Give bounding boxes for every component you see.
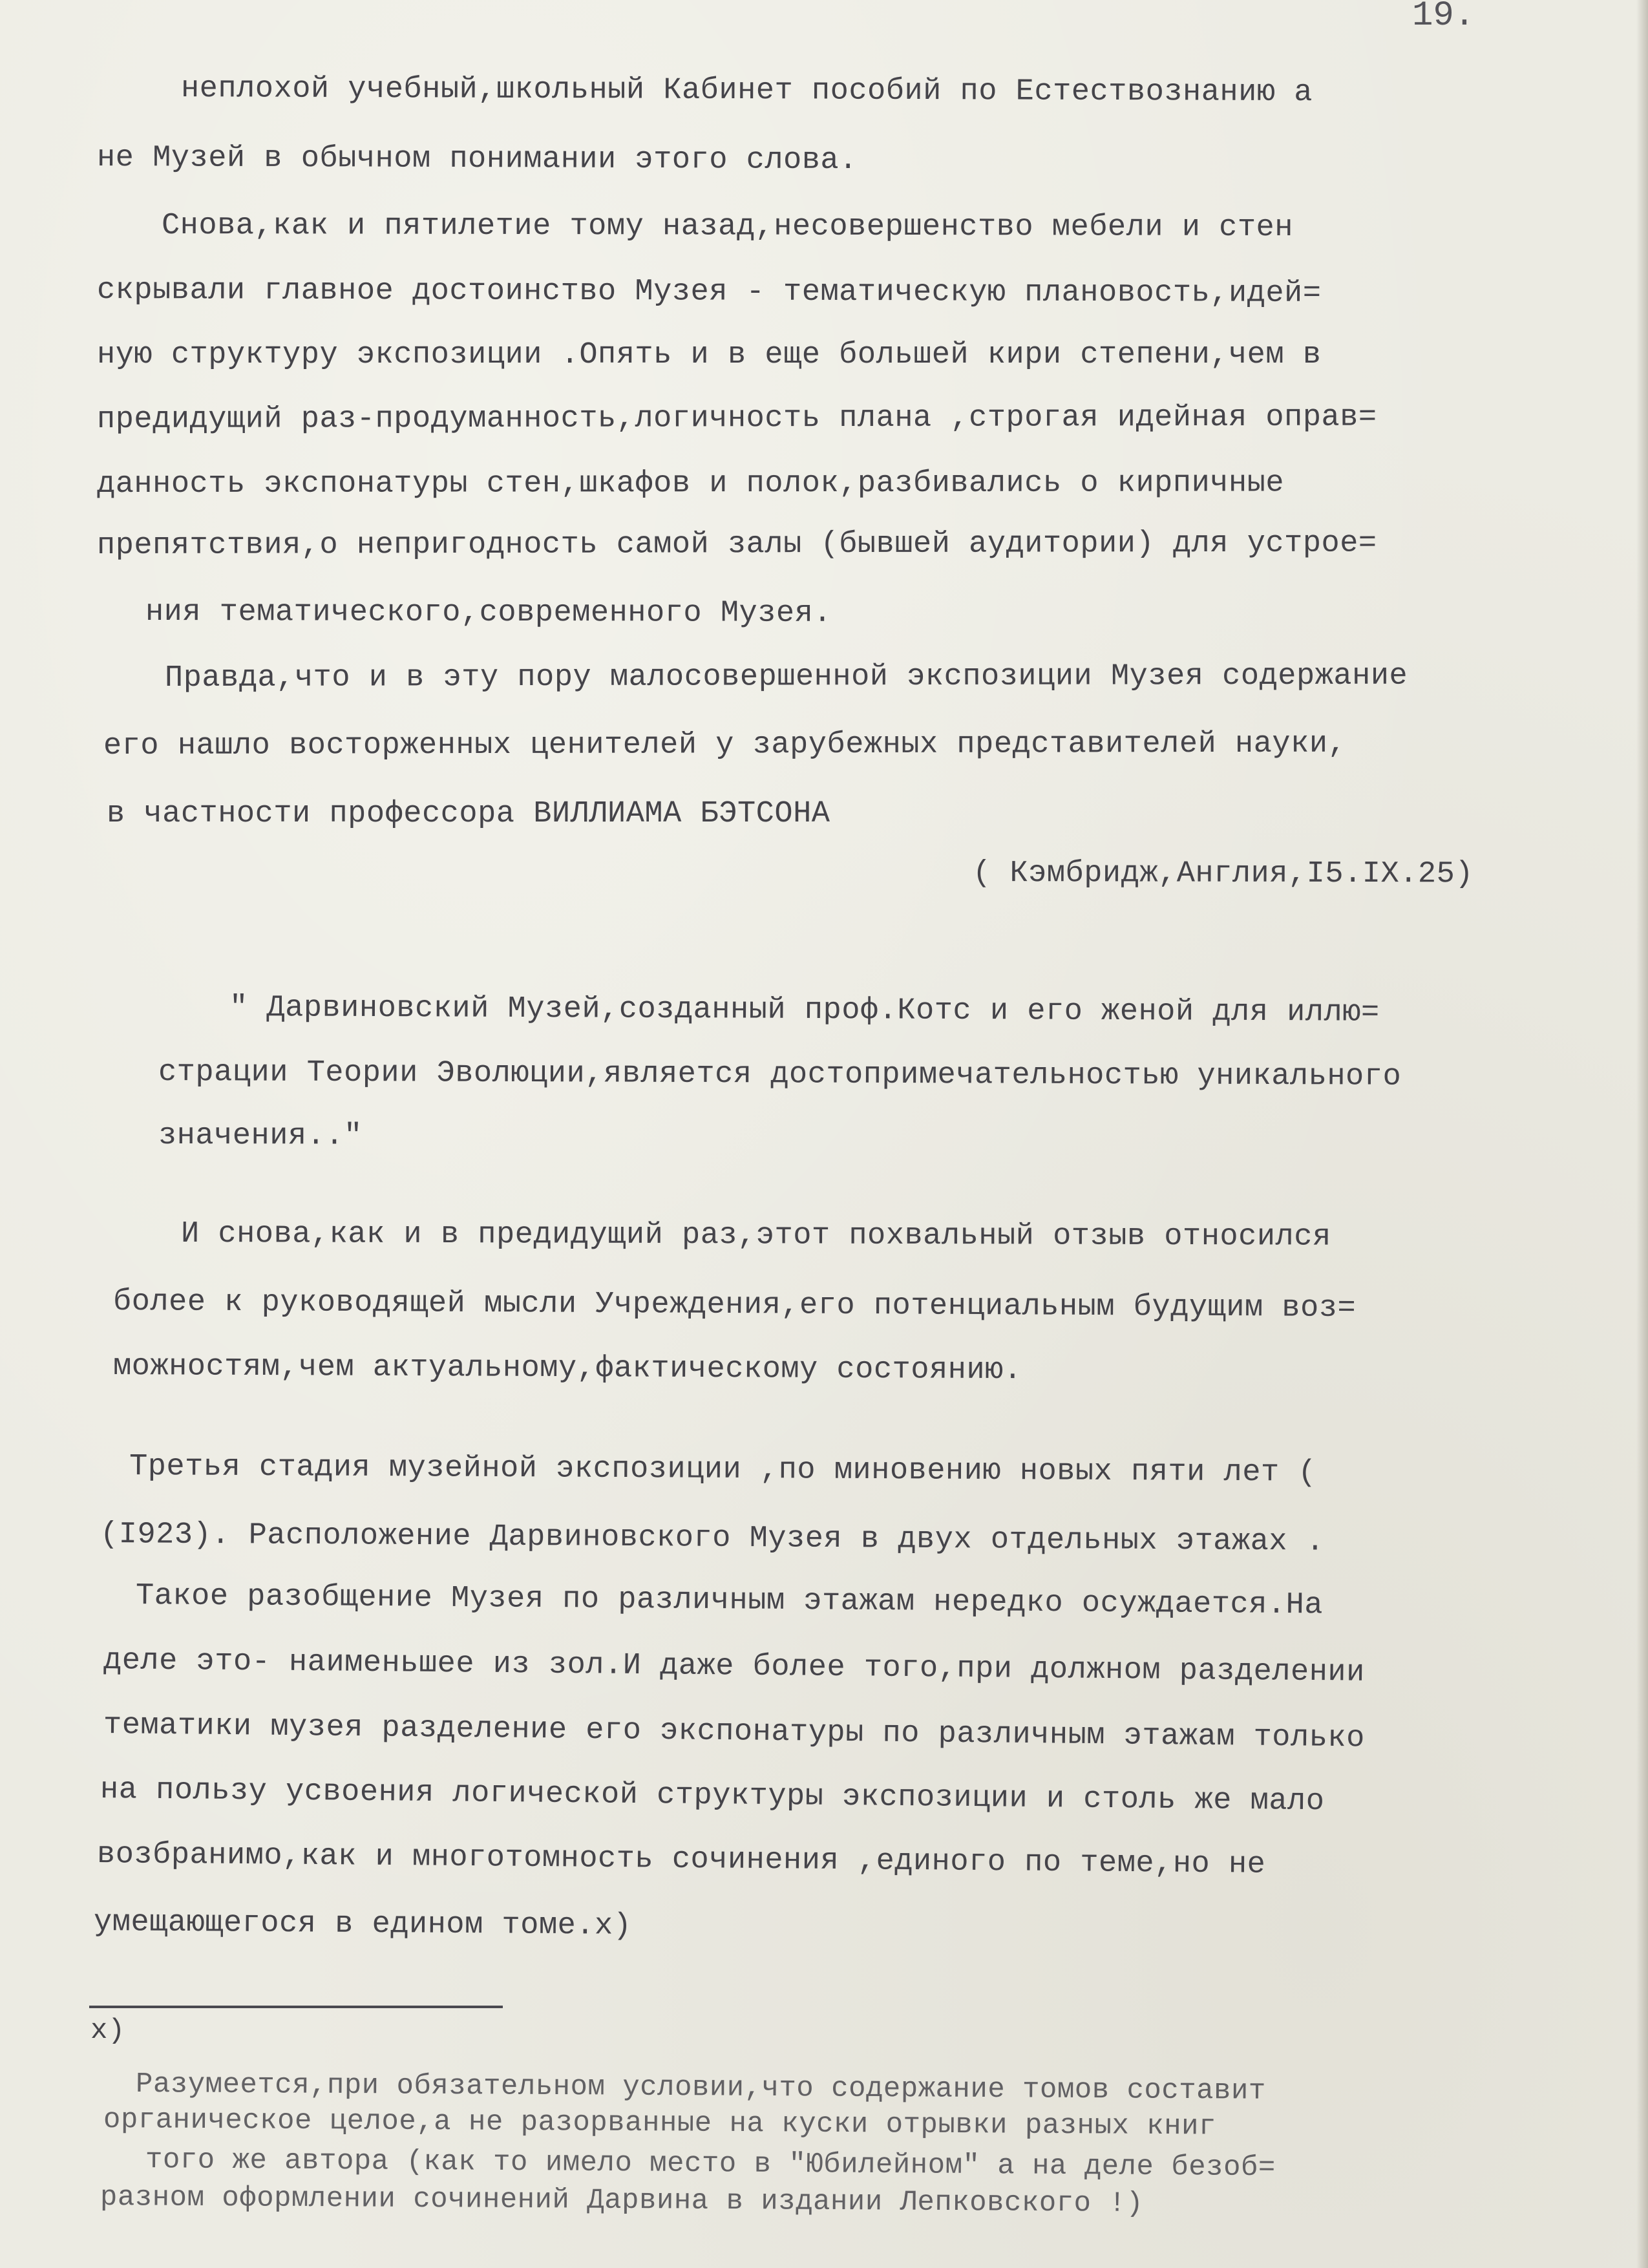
- body-line: И снова,как и в предидущий раз,этот похвальный отзыв относился: [180, 1217, 1331, 1255]
- citation-line: ( Кэмбридж,Англия,I5.IX.25): [972, 856, 1474, 892]
- body-line: ную структуру экспозиции .Опять и в еще большей кири степени,чем в: [97, 338, 1322, 372]
- quote-line: " Дарвиновский Музей,созданный проф.Котс и его женой для иллю=: [229, 991, 1380, 1030]
- body-line: (I923). Расположение Дарвиновского Музея в двух отдельных этажах .: [100, 1518, 1325, 1560]
- body-line: скрывали главное достоинство Музея - тематическую плановость,идей=: [96, 273, 1322, 311]
- body-line: Правда,что и в эту пору малосовершенной экспозиции Музея содержание: [164, 659, 1408, 695]
- body-line: на пользу усвоения логической структуры экспозиции и столь же мало: [100, 1773, 1325, 1819]
- body-line: не Музей в обычном понимании этого слова.: [96, 141, 858, 178]
- body-line: умещающегося в едином томе.х): [93, 1905, 632, 1944]
- footnote-marker: х): [90, 2015, 125, 2047]
- body-line: Третья стадия музейной экспозиции ,по миновению новых пяти лет (: [129, 1450, 1317, 1490]
- body-line: Снова,как и пятилетие тому назад,несовершенство мебели и стен: [161, 209, 1294, 246]
- quote-line: значения..": [158, 1119, 363, 1154]
- page-number: 19.: [1412, 0, 1475, 36]
- body-line: предидущий раз-продуманность,логичность плана ,строгая идейная оправ=: [96, 400, 1377, 437]
- body-line: в частности профессора ВИЛЛИАМА БЭТСОНА: [107, 797, 830, 831]
- footnote-line: разном оформлении сочинений Дарвина в издании Лепковского !): [100, 2181, 1144, 2220]
- body-line: деле это- наименьшее из зол.И даже более того,при должном разделении: [103, 1644, 1366, 1690]
- body-line: его нашло восторженных ценителей у зарубежных представителей науки,: [103, 726, 1347, 763]
- body-line: Такое разобщение Музея по различным этажам нередко осуждается.На: [135, 1579, 1324, 1623]
- body-line: можностям,чем актуальному,фактическому состоянию.: [112, 1350, 1022, 1388]
- footnote-separator: [89, 2006, 503, 2008]
- body-line: данность экспонатуры стен,шкафов и полок,разбивались о кирпичные: [96, 466, 1285, 502]
- quote-line: страции Теории Эволюции,является достопримечательностью уникального: [158, 1055, 1402, 1094]
- body-line: ния тематического,современного Музея.: [145, 595, 832, 631]
- body-line: неплохой учебный,школьный Кабинет пособий по Естествознанию а: [180, 72, 1313, 111]
- body-line: тематики музея разделение его экспонатуры по различным этажам только: [103, 1708, 1366, 1756]
- body-line: препятствия,о непригодность самой залы (бывшей аудитории) для устрое=: [96, 526, 1377, 563]
- footnote-line: органическое целое,а не разорванные на куски отрывки разных книг: [103, 2104, 1216, 2143]
- footnote-line: Разумеется,при обязательном условии,что содержание томов составит: [135, 2068, 1266, 2108]
- footnote-line: того же автора (как то имело место в "Юбилейном" а на деле безоб=: [145, 2144, 1276, 2185]
- body-line: возбранимо,как и многотомность сочинения ,единого по теме,но не: [96, 1838, 1266, 1882]
- body-line: более к руководящей мысли Учреждения,его потенциальным будущим воз=: [112, 1285, 1357, 1326]
